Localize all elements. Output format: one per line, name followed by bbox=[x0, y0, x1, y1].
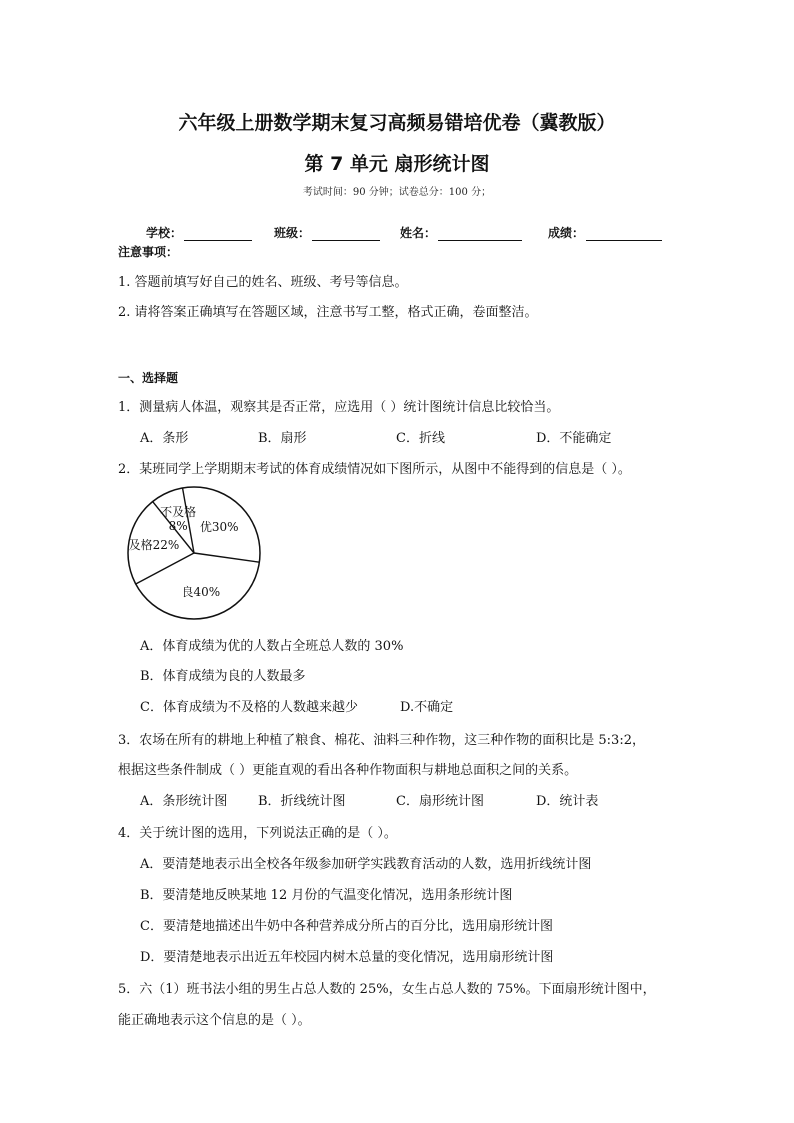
question-3-stem-line2: 根据这些条件制成（ ）更能直观的看出各种作物面积与耕地总面积之间的关系。 bbox=[118, 763, 578, 778]
question-2-stem: 2．某班同学上学期期末考试的体育成绩情况如下图所示，从图中不能得到的信息是（ ）。 bbox=[118, 462, 631, 477]
q3-option-d[interactable]: D．统计表 bbox=[536, 794, 599, 809]
exam-info: 考试时间：90 分钟；试卷总分：100 分； bbox=[302, 187, 492, 198]
class-label: 班级： bbox=[274, 226, 311, 240]
pie-label-pass: 及格22% bbox=[128, 537, 180, 552]
question-5-stem-line2: 能正确地表示这个信息的是（ ）。 bbox=[118, 1013, 311, 1028]
q1-option-c[interactable]: C．折线 bbox=[396, 431, 445, 446]
school-label: 学校： bbox=[146, 226, 183, 240]
q1-option-b[interactable]: B．扇形 bbox=[258, 431, 307, 446]
question-5-stem-line1: 5．六（1）班书法小组的男生占总人数的 25%，女生占总人数的 75%。下面扇形统计图中， bbox=[118, 982, 656, 997]
q4-option-c[interactable]: C．要清楚地描述出牛奶中各种营养成分所占的百分比，选用扇形统计图 bbox=[140, 919, 553, 934]
pie-label-fail: 不及格 8% bbox=[160, 505, 197, 534]
pie-label-good: 良40% bbox=[181, 584, 221, 599]
name-blank[interactable] bbox=[438, 228, 522, 241]
score-blank[interactable] bbox=[586, 228, 662, 241]
q1-option-a[interactable]: A．条形 bbox=[140, 431, 189, 446]
pie-chart bbox=[118, 480, 268, 626]
name-field[interactable] bbox=[400, 224, 522, 241]
score-label: 成绩： bbox=[548, 226, 585, 240]
school-field[interactable] bbox=[146, 224, 252, 241]
q4-option-a[interactable]: A．要清楚地表示出全校各年级参加研学实践教育活动的人数，选用折线统计图 bbox=[140, 857, 592, 872]
notice-item: 2. 请将答案正确填写在答题区域，注意书写工整，格式正确，卷面整洁。 bbox=[118, 305, 538, 320]
q2-option-a[interactable]: A．体育成绩为优的人数占全班总人数的 30% bbox=[140, 639, 404, 654]
notice-heading: 注意事项： bbox=[118, 245, 179, 259]
q2-option-b[interactable]: B．体育成绩为良的人数最多 bbox=[140, 669, 306, 684]
class-blank[interactable] bbox=[312, 228, 380, 241]
page-title: 六年级上册数学期末复习高频易错培优卷（冀教版） bbox=[178, 112, 616, 134]
q1-option-d[interactable]: D．不能确定 bbox=[536, 431, 612, 446]
question-3-stem-line1: 3．农场在所有的耕地上种植了粮食、棉花、油料三种作物，这三种作物的面积比是 5:3:2， bbox=[118, 733, 645, 748]
notice-item: 1. 答题前填写好自己的姓名、班级、考号等信息。 bbox=[118, 275, 408, 290]
q2-option-d[interactable]: D.不确定 bbox=[400, 700, 454, 715]
q4-option-d[interactable]: D．要清楚地表示出近五年校园内树木总量的变化情况，选用扇形统计图 bbox=[140, 950, 554, 965]
pie-label-excellent: 优30% bbox=[199, 519, 239, 534]
school-blank[interactable] bbox=[184, 228, 252, 241]
class-field[interactable] bbox=[274, 224, 380, 241]
question-4-stem: 4．关于统计图的选用，下列说法正确的是（ ）。 bbox=[118, 826, 397, 841]
unit-title: 第 7 单元 扇形统计图 bbox=[304, 153, 490, 175]
name-label: 姓名： bbox=[400, 226, 437, 240]
section-heading: 一、选择题 bbox=[118, 371, 179, 385]
q3-option-c[interactable]: C．扇形统计图 bbox=[396, 794, 484, 809]
question-1-stem: 1．测量病人体温，观察其是否正常，应选用（ ）统计图统计信息比较恰当。 bbox=[118, 400, 560, 415]
q2-option-c[interactable]: C．体育成绩为不及格的人数越来越少 bbox=[140, 700, 358, 715]
q3-option-a[interactable]: A．条形统计图 bbox=[140, 794, 228, 809]
score-field[interactable] bbox=[548, 224, 662, 241]
q4-option-b[interactable]: B．要清楚地反映某地 12 月份的气温变化情况，选用条形统计图 bbox=[140, 888, 513, 903]
q3-option-b[interactable]: B．折线统计图 bbox=[258, 794, 346, 809]
